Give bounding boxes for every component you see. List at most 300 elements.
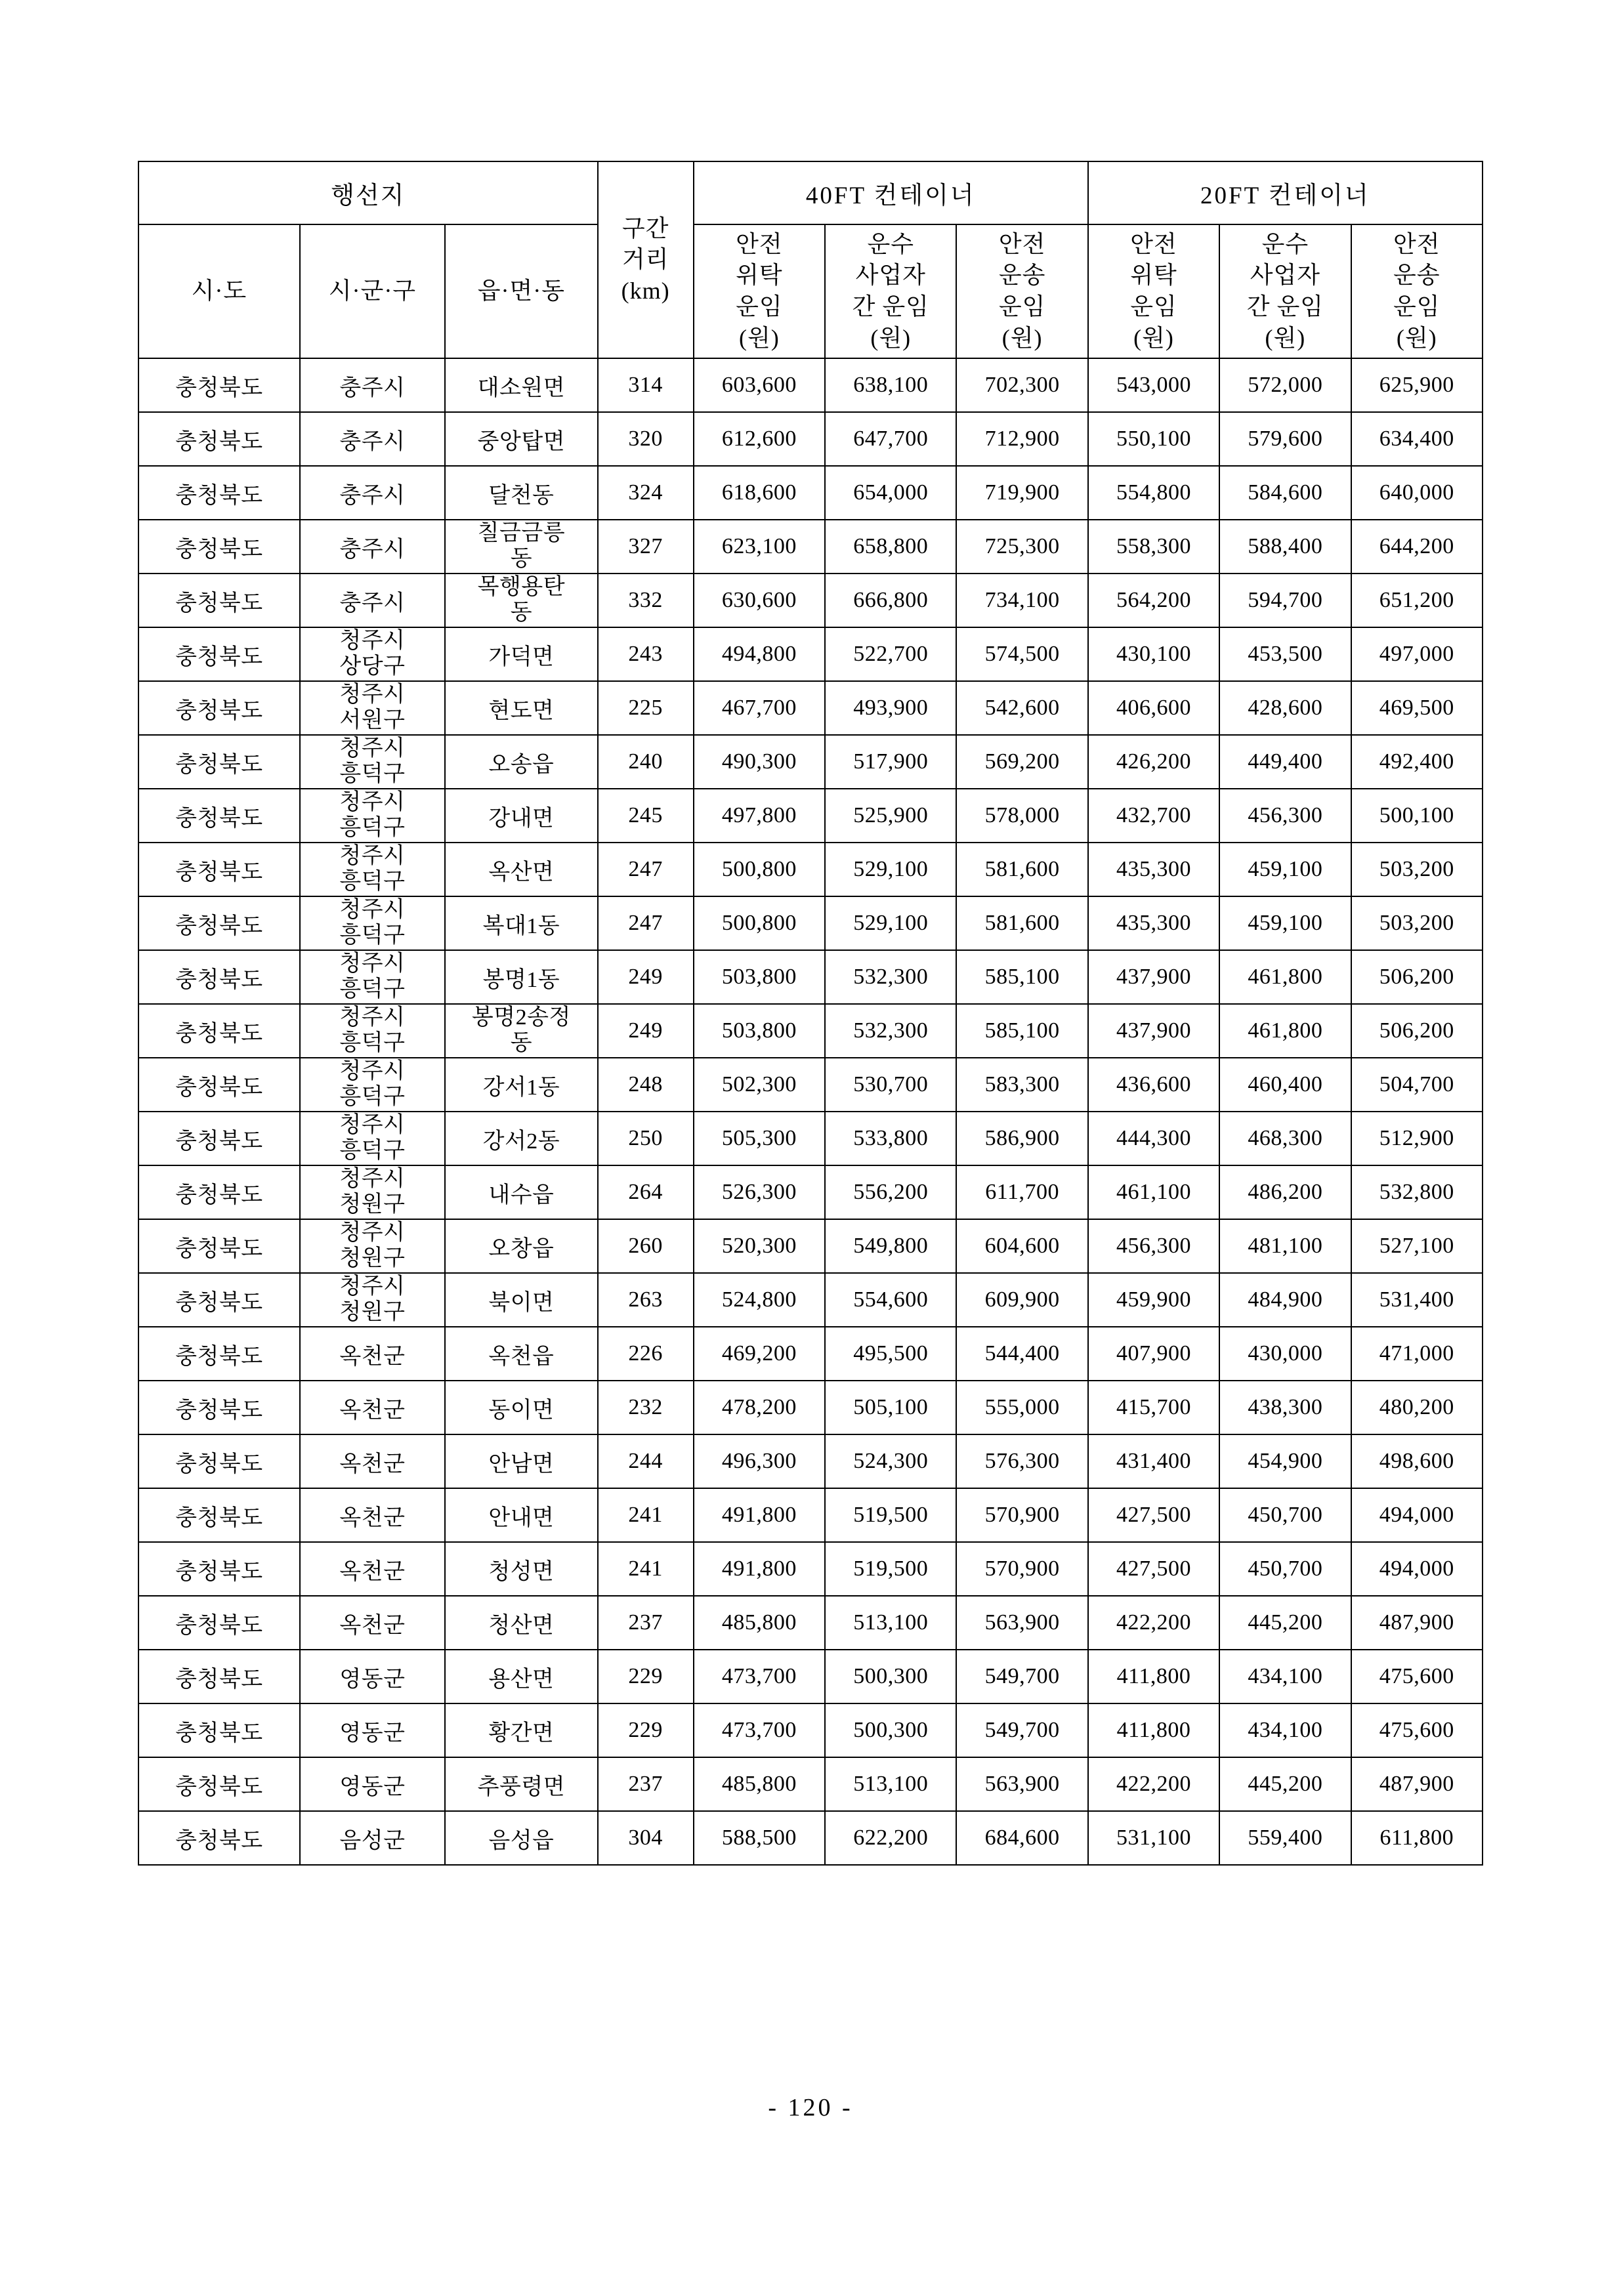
cell-eupmyeondong: 추풍령면	[445, 1757, 597, 1811]
header-group-20ft: 20FT 컨테이너	[1088, 161, 1483, 224]
cell-sigungu: 영동군	[300, 1703, 445, 1757]
cell-distance: 241	[598, 1542, 694, 1596]
cell-20ft-safe-trust: 431,400	[1088, 1434, 1219, 1488]
cell-40ft-safe-transport: 569,200	[956, 735, 1087, 789]
cell-eupmyeondong: 옥천읍	[445, 1327, 597, 1381]
cell-eupmyeondong: 가덕면	[445, 627, 597, 681]
cell-sigungu-line: 흥덕구	[339, 1138, 406, 1163]
cell-sigungu: 옥천군	[300, 1381, 445, 1434]
cell-40ft-safe-transport: 563,900	[956, 1757, 1087, 1811]
cell-eupmyeondong: 강서1동	[445, 1058, 597, 1112]
cell-40ft-safe-transport: 609,900	[956, 1273, 1087, 1327]
cell-40ft-safe-trust: 490,300	[694, 735, 825, 789]
cell-distance: 225	[598, 681, 694, 735]
cell-sido: 충청북도	[138, 735, 300, 789]
cell-40ft-safe-transport: 570,900	[956, 1542, 1087, 1596]
cell-sigungu: 충주시	[300, 466, 445, 520]
cell-20ft-safe-transport: 625,900	[1351, 358, 1483, 412]
cell-20ft-safe-transport: 527,100	[1351, 1219, 1483, 1273]
table-row	[138, 520, 1483, 574]
cell-40ft-safe-transport: 574,500	[956, 627, 1087, 681]
cell-20ft-safe-transport: 492,400	[1351, 735, 1483, 789]
cell-eupmyeondong: 음성읍	[445, 1811, 597, 1865]
table-row	[138, 896, 1483, 950]
cell-distance: 237	[598, 1596, 694, 1650]
cell-20ft-safe-trust: 427,500	[1088, 1542, 1219, 1596]
cell-sigungu: 옥천군	[300, 1327, 445, 1381]
cell-20ft-safe-transport: 480,200	[1351, 1381, 1483, 1434]
cell-40ft-safe-transport: 581,600	[956, 896, 1087, 950]
table-row	[138, 627, 1483, 681]
header-40ft-safe-transport-line1: 안전	[998, 230, 1046, 257]
cell-40ft-safe-transport: 581,600	[956, 843, 1087, 896]
cell-40ft-carrier: 495,500	[825, 1327, 956, 1381]
cell-20ft-safe-transport: 494,000	[1351, 1542, 1483, 1596]
header-40ft-safe-transport-line2: 운송	[998, 262, 1046, 289]
header-20ft-carrier	[1219, 224, 1351, 358]
cell-40ft-carrier: 517,900	[825, 735, 956, 789]
header-20ft-carrier-line4: (원)	[1265, 324, 1306, 351]
cell-distance: 249	[598, 1004, 694, 1058]
cell-40ft-safe-trust: 630,600	[694, 574, 825, 627]
cell-sigungu	[300, 1004, 445, 1058]
cell-20ft-safe-trust: 456,300	[1088, 1219, 1219, 1273]
cell-40ft-safe-trust: 524,800	[694, 1273, 825, 1327]
cell-20ft-carrier: 468,300	[1219, 1112, 1351, 1165]
cell-20ft-safe-transport: 475,600	[1351, 1703, 1483, 1757]
cell-sigungu-line: 청주시	[339, 898, 406, 923]
cell-40ft-safe-transport: 585,100	[956, 950, 1087, 1004]
cell-eupmyeondong: 용산면	[445, 1650, 597, 1703]
cell-40ft-safe-transport: 725,300	[956, 520, 1087, 574]
cell-eupmyeondong-line: 칠금금릉	[477, 521, 566, 546]
header-distance-line2: 거리	[621, 246, 669, 273]
cell-40ft-carrier: 549,800	[825, 1219, 956, 1273]
cell-40ft-safe-transport: 542,600	[956, 681, 1087, 735]
cell-20ft-safe-trust: 430,100	[1088, 627, 1219, 681]
table-row	[138, 681, 1483, 735]
cell-40ft-safe-transport: 578,000	[956, 789, 1087, 843]
cell-40ft-carrier: 556,200	[825, 1165, 956, 1219]
cell-eupmyeondong: 강서2동	[445, 1112, 597, 1165]
cell-40ft-carrier: 533,800	[825, 1112, 956, 1165]
header-destination-group: 행선지	[138, 161, 598, 224]
cell-distance: 324	[598, 466, 694, 520]
cell-40ft-carrier: 493,900	[825, 681, 956, 735]
cell-distance: 263	[598, 1273, 694, 1327]
cell-40ft-safe-transport: 702,300	[956, 358, 1087, 412]
cell-40ft-carrier: 530,700	[825, 1058, 956, 1112]
cell-sido: 충청북도	[138, 574, 300, 627]
cell-sido: 충청북도	[138, 896, 300, 950]
cell-eupmyeondong: 안내면	[445, 1488, 597, 1542]
cell-20ft-safe-transport: 503,200	[1351, 896, 1483, 950]
cell-40ft-safe-trust: 618,600	[694, 466, 825, 520]
cell-20ft-safe-trust: 564,200	[1088, 574, 1219, 627]
cell-40ft-carrier: 554,600	[825, 1273, 956, 1327]
table-row	[138, 1757, 1483, 1811]
header-20ft-carrier-line2: 사업자	[1250, 262, 1321, 289]
cell-sigungu: 음성군	[300, 1811, 445, 1865]
cell-40ft-safe-transport: 684,600	[956, 1811, 1087, 1865]
cell-20ft-safe-trust: 436,600	[1088, 1058, 1219, 1112]
header-20ft-safe-transport	[1351, 224, 1483, 358]
cell-40ft-safe-trust: 505,300	[694, 1112, 825, 1165]
cell-eupmyeondong-line: 동	[510, 1031, 533, 1055]
header-20ft-safe-trust-line3: 운임	[1130, 293, 1177, 320]
cell-20ft-safe-transport: 494,000	[1351, 1488, 1483, 1542]
cell-40ft-carrier: 622,200	[825, 1811, 956, 1865]
cell-sigungu	[300, 1165, 445, 1219]
cell-sigungu-line: 흥덕구	[339, 869, 406, 894]
cell-20ft-safe-transport: 512,900	[1351, 1112, 1483, 1165]
cell-sigungu-line: 청주시	[339, 1274, 406, 1299]
cell-sigungu	[300, 735, 445, 789]
cell-distance: 248	[598, 1058, 694, 1112]
cell-distance: 245	[598, 789, 694, 843]
cell-20ft-safe-transport: 498,600	[1351, 1434, 1483, 1488]
cell-20ft-carrier: 449,400	[1219, 735, 1351, 789]
cell-sido: 충청북도	[138, 843, 300, 896]
cell-40ft-carrier: 658,800	[825, 520, 956, 574]
cell-sido: 충청북도	[138, 1542, 300, 1596]
cell-40ft-carrier: 524,300	[825, 1434, 956, 1488]
cell-40ft-carrier: 647,700	[825, 412, 956, 466]
cell-sigungu: 옥천군	[300, 1596, 445, 1650]
cell-40ft-safe-transport: 712,900	[956, 412, 1087, 466]
cell-40ft-carrier: 532,300	[825, 950, 956, 1004]
cell-sigungu-line: 상당구	[339, 654, 406, 678]
cell-sigungu	[300, 1112, 445, 1165]
cell-sido: 충청북도	[138, 1381, 300, 1434]
cell-distance: 304	[598, 1811, 694, 1865]
cell-20ft-safe-trust: 531,100	[1088, 1811, 1219, 1865]
cell-20ft-safe-transport: 487,900	[1351, 1596, 1483, 1650]
cell-40ft-safe-trust: 491,800	[694, 1542, 825, 1596]
cell-sigungu-line: 청주시	[339, 736, 406, 761]
header-40ft-safe-transport-line4: (원)	[1001, 324, 1043, 351]
cell-40ft-safe-trust: 473,700	[694, 1703, 825, 1757]
cell-sigungu: 영동군	[300, 1757, 445, 1811]
cell-20ft-carrier: 450,700	[1219, 1488, 1351, 1542]
header-20ft-carrier-line1: 운수	[1261, 230, 1309, 257]
cell-eupmyeondong: 옥산면	[445, 843, 597, 896]
cell-20ft-safe-trust: 411,800	[1088, 1650, 1219, 1703]
cell-eupmyeondong: 봉명1동	[445, 950, 597, 1004]
cell-sigungu-line: 흥덕구	[339, 1031, 406, 1055]
cell-distance: 247	[598, 843, 694, 896]
cell-40ft-safe-transport: 549,700	[956, 1703, 1087, 1757]
freight-fare-table	[138, 161, 1483, 1866]
cell-sigungu-line: 흥덕구	[339, 977, 406, 1001]
cell-40ft-safe-trust: 497,800	[694, 789, 825, 843]
cell-20ft-safe-trust: 415,700	[1088, 1381, 1219, 1434]
cell-eupmyeondong: 오송읍	[445, 735, 597, 789]
cell-40ft-safe-trust: 500,800	[694, 896, 825, 950]
header-40ft-carrier-line1: 운수	[867, 230, 915, 257]
header-20ft-safe-trust-line2: 위탁	[1130, 262, 1177, 289]
header-40ft-safe-transport	[956, 224, 1087, 358]
cell-20ft-carrier: 594,700	[1219, 574, 1351, 627]
cell-sigungu	[300, 681, 445, 735]
cell-20ft-safe-trust: 459,900	[1088, 1273, 1219, 1327]
cell-20ft-safe-trust: 422,200	[1088, 1757, 1219, 1811]
cell-40ft-safe-transport: 576,300	[956, 1434, 1087, 1488]
cell-20ft-safe-trust: 432,700	[1088, 789, 1219, 843]
cell-distance: 240	[598, 735, 694, 789]
cell-20ft-carrier: 486,200	[1219, 1165, 1351, 1219]
cell-eupmyeondong-line: 목행용탄	[477, 575, 566, 600]
table-row	[138, 412, 1483, 466]
cell-20ft-carrier: 484,900	[1219, 1273, 1351, 1327]
cell-20ft-safe-trust: 444,300	[1088, 1112, 1219, 1165]
table-row	[138, 1434, 1483, 1488]
cell-eupmyeondong	[445, 1004, 597, 1058]
cell-40ft-carrier: 519,500	[825, 1542, 956, 1596]
cell-20ft-safe-transport: 644,200	[1351, 520, 1483, 574]
table-row	[138, 735, 1483, 789]
cell-distance: 332	[598, 574, 694, 627]
cell-40ft-carrier: 519,500	[825, 1488, 956, 1542]
cell-20ft-safe-transport: 506,200	[1351, 1004, 1483, 1058]
cell-sigungu-line: 청주시	[339, 951, 406, 976]
cell-20ft-carrier: 453,500	[1219, 627, 1351, 681]
cell-sigungu: 충주시	[300, 520, 445, 574]
cell-sido: 충청북도	[138, 1757, 300, 1811]
cell-sido: 충청북도	[138, 1112, 300, 1165]
table-row	[138, 1273, 1483, 1327]
cell-sido: 충청북도	[138, 681, 300, 735]
cell-20ft-carrier: 461,800	[1219, 950, 1351, 1004]
cell-40ft-safe-trust: 612,600	[694, 412, 825, 466]
cell-20ft-carrier: 579,600	[1219, 412, 1351, 466]
cell-20ft-safe-transport: 503,200	[1351, 843, 1483, 896]
header-20ft-safe-transport-line3: 운임	[1393, 293, 1441, 320]
cell-20ft-safe-transport: 640,000	[1351, 466, 1483, 520]
cell-sigungu: 영동군	[300, 1650, 445, 1703]
cell-40ft-carrier: 522,700	[825, 627, 956, 681]
table-row	[138, 1542, 1483, 1596]
cell-sido: 충청북도	[138, 789, 300, 843]
cell-20ft-carrier: 481,100	[1219, 1219, 1351, 1273]
cell-eupmyeondong: 오창읍	[445, 1219, 597, 1273]
table-row	[138, 1165, 1483, 1219]
cell-40ft-safe-trust: 526,300	[694, 1165, 825, 1219]
table-row	[138, 574, 1483, 627]
cell-eupmyeondong: 내수읍	[445, 1165, 597, 1219]
cell-eupmyeondong: 복대1동	[445, 896, 597, 950]
cell-20ft-safe-transport: 497,000	[1351, 627, 1483, 681]
cell-eupmyeondong: 현도면	[445, 681, 597, 735]
cell-20ft-carrier: 434,100	[1219, 1703, 1351, 1757]
table-row	[138, 1219, 1483, 1273]
cell-sido: 충청북도	[138, 466, 300, 520]
cell-sido: 충청북도	[138, 1434, 300, 1488]
cell-20ft-carrier: 559,400	[1219, 1811, 1351, 1865]
cell-sigungu-line: 흥덕구	[339, 1085, 406, 1109]
cell-sigungu-line: 서원구	[339, 708, 406, 732]
cell-sigungu-line: 청주시	[339, 1221, 406, 1245]
cell-40ft-safe-transport: 544,400	[956, 1327, 1087, 1381]
cell-eupmyeondong: 동이면	[445, 1381, 597, 1434]
header-sigungu: 시·군·구	[300, 224, 445, 358]
cell-40ft-safe-trust: 478,200	[694, 1381, 825, 1434]
cell-40ft-carrier: 500,300	[825, 1703, 956, 1757]
cell-40ft-carrier: 529,100	[825, 896, 956, 950]
cell-20ft-safe-transport: 504,700	[1351, 1058, 1483, 1112]
header-20ft-safe-trust	[1088, 224, 1219, 358]
cell-eupmyeondong: 중앙탑면	[445, 412, 597, 466]
table-row	[138, 789, 1483, 843]
cell-sido: 충청북도	[138, 627, 300, 681]
cell-sigungu-line: 청원구	[339, 1300, 406, 1324]
header-group-40ft: 40FT 컨테이너	[694, 161, 1088, 224]
header-20ft-safe-transport-line1: 안전	[1393, 230, 1441, 257]
cell-sido: 충청북도	[138, 1703, 300, 1757]
header-distance-line1: 구간	[621, 215, 669, 241]
cell-sido: 충청북도	[138, 412, 300, 466]
cell-20ft-carrier: 428,600	[1219, 681, 1351, 735]
cell-sigungu-line: 청원구	[339, 1246, 406, 1270]
cell-40ft-safe-trust: 467,700	[694, 681, 825, 735]
cell-sido: 충청북도	[138, 1273, 300, 1327]
header-sido: 시·도	[138, 224, 300, 358]
cell-sigungu	[300, 896, 445, 950]
cell-eupmyeondong-line: 동	[510, 547, 533, 571]
cell-20ft-safe-transport: 500,100	[1351, 789, 1483, 843]
cell-20ft-safe-trust: 461,100	[1088, 1165, 1219, 1219]
cell-20ft-carrier: 430,000	[1219, 1327, 1351, 1381]
cell-distance: 264	[598, 1165, 694, 1219]
cell-20ft-carrier: 450,700	[1219, 1542, 1351, 1596]
cell-eupmyeondong: 황간면	[445, 1703, 597, 1757]
cell-eupmyeondong	[445, 520, 597, 574]
table-header	[138, 161, 1483, 358]
cell-sigungu-line: 청주시	[339, 1005, 406, 1030]
cell-40ft-carrier: 500,300	[825, 1650, 956, 1703]
cell-distance: 226	[598, 1327, 694, 1381]
cell-sido: 충청북도	[138, 950, 300, 1004]
table-row	[138, 1058, 1483, 1112]
cell-distance: 250	[598, 1112, 694, 1165]
header-20ft-safe-trust-line1: 안전	[1130, 230, 1177, 257]
cell-sigungu: 충주시	[300, 412, 445, 466]
table-row	[138, 950, 1483, 1004]
cell-20ft-carrier: 584,600	[1219, 466, 1351, 520]
cell-20ft-carrier: 572,000	[1219, 358, 1351, 412]
cell-eupmyeondong-line: 봉명2송정	[471, 1005, 571, 1030]
cell-40ft-safe-transport: 719,900	[956, 466, 1087, 520]
cell-distance: 327	[598, 520, 694, 574]
cell-20ft-safe-transport: 469,500	[1351, 681, 1483, 735]
cell-20ft-safe-trust: 407,900	[1088, 1327, 1219, 1381]
header-40ft-safe-transport-line3: 운임	[998, 293, 1046, 320]
table-row	[138, 1650, 1483, 1703]
cell-20ft-carrier: 460,400	[1219, 1058, 1351, 1112]
cell-sido: 충청북도	[138, 1488, 300, 1542]
cell-20ft-safe-trust: 550,100	[1088, 412, 1219, 466]
cell-sigungu-line: 청주시	[339, 844, 406, 869]
cell-40ft-safe-transport: 549,700	[956, 1650, 1087, 1703]
cell-eupmyeondong	[445, 574, 597, 627]
table-row	[138, 1811, 1483, 1865]
table-row	[138, 1703, 1483, 1757]
table-row	[138, 1488, 1483, 1542]
cell-40ft-safe-trust: 503,800	[694, 1004, 825, 1058]
header-40ft-safe-trust-line3: 운임	[736, 293, 783, 320]
cell-20ft-safe-transport: 651,200	[1351, 574, 1483, 627]
cell-sigungu	[300, 627, 445, 681]
cell-40ft-safe-trust: 500,800	[694, 843, 825, 896]
cell-40ft-safe-trust: 502,300	[694, 1058, 825, 1112]
cell-distance: 314	[598, 358, 694, 412]
cell-20ft-safe-trust: 426,200	[1088, 735, 1219, 789]
cell-20ft-safe-trust: 427,500	[1088, 1488, 1219, 1542]
cell-40ft-safe-trust: 491,800	[694, 1488, 825, 1542]
cell-20ft-safe-trust: 435,300	[1088, 896, 1219, 950]
table-row	[138, 1004, 1483, 1058]
cell-eupmyeondong: 안남면	[445, 1434, 597, 1488]
cell-distance: 232	[598, 1381, 694, 1434]
cell-sigungu: 옥천군	[300, 1488, 445, 1542]
cell-distance: 229	[598, 1650, 694, 1703]
cell-eupmyeondong: 달천동	[445, 466, 597, 520]
cell-40ft-safe-trust: 485,800	[694, 1596, 825, 1650]
header-distance	[598, 161, 694, 358]
cell-40ft-safe-transport: 586,900	[956, 1112, 1087, 1165]
cell-sigungu-line: 흥덕구	[339, 923, 406, 948]
cell-sigungu-line: 청주시	[339, 682, 406, 707]
cell-20ft-safe-trust: 437,900	[1088, 1004, 1219, 1058]
cell-20ft-safe-transport: 506,200	[1351, 950, 1483, 1004]
cell-40ft-carrier: 654,000	[825, 466, 956, 520]
cell-sigungu-line: 청주시	[339, 629, 406, 654]
cell-20ft-safe-trust: 554,800	[1088, 466, 1219, 520]
header-20ft-carrier-line3: 간 운임	[1246, 293, 1324, 320]
table-row	[138, 1596, 1483, 1650]
cell-distance: 260	[598, 1219, 694, 1273]
cell-20ft-safe-trust: 437,900	[1088, 950, 1219, 1004]
cell-distance: 244	[598, 1434, 694, 1488]
cell-sido: 충청북도	[138, 1219, 300, 1273]
table-row	[138, 1327, 1483, 1381]
cell-20ft-carrier: 445,200	[1219, 1596, 1351, 1650]
cell-sigungu-line: 청주시	[339, 1167, 406, 1192]
cell-20ft-safe-transport: 532,800	[1351, 1165, 1483, 1219]
cell-40ft-safe-transport: 555,000	[956, 1381, 1087, 1434]
cell-20ft-safe-trust: 406,600	[1088, 681, 1219, 735]
cell-eupmyeondong: 북이면	[445, 1273, 597, 1327]
header-40ft-carrier-line2: 사업자	[855, 262, 926, 289]
cell-40ft-carrier: 638,100	[825, 358, 956, 412]
cell-40ft-safe-transport: 585,100	[956, 1004, 1087, 1058]
header-40ft-safe-trust-line2: 위탁	[736, 262, 783, 289]
header-20ft-safe-transport-line2: 운송	[1393, 262, 1441, 289]
cell-40ft-safe-transport: 563,900	[956, 1596, 1087, 1650]
cell-40ft-safe-transport: 570,900	[956, 1488, 1087, 1542]
cell-20ft-carrier: 461,800	[1219, 1004, 1351, 1058]
cell-40ft-safe-transport: 611,700	[956, 1165, 1087, 1219]
cell-40ft-safe-trust: 520,300	[694, 1219, 825, 1273]
header-40ft-safe-trust-line4: (원)	[739, 324, 780, 351]
cell-20ft-safe-transport: 531,400	[1351, 1273, 1483, 1327]
cell-40ft-carrier: 525,900	[825, 789, 956, 843]
cell-distance: 237	[598, 1757, 694, 1811]
cell-sido: 충청북도	[138, 1165, 300, 1219]
cell-40ft-safe-trust: 588,500	[694, 1811, 825, 1865]
cell-20ft-carrier: 454,900	[1219, 1434, 1351, 1488]
header-40ft-safe-trust	[694, 224, 825, 358]
